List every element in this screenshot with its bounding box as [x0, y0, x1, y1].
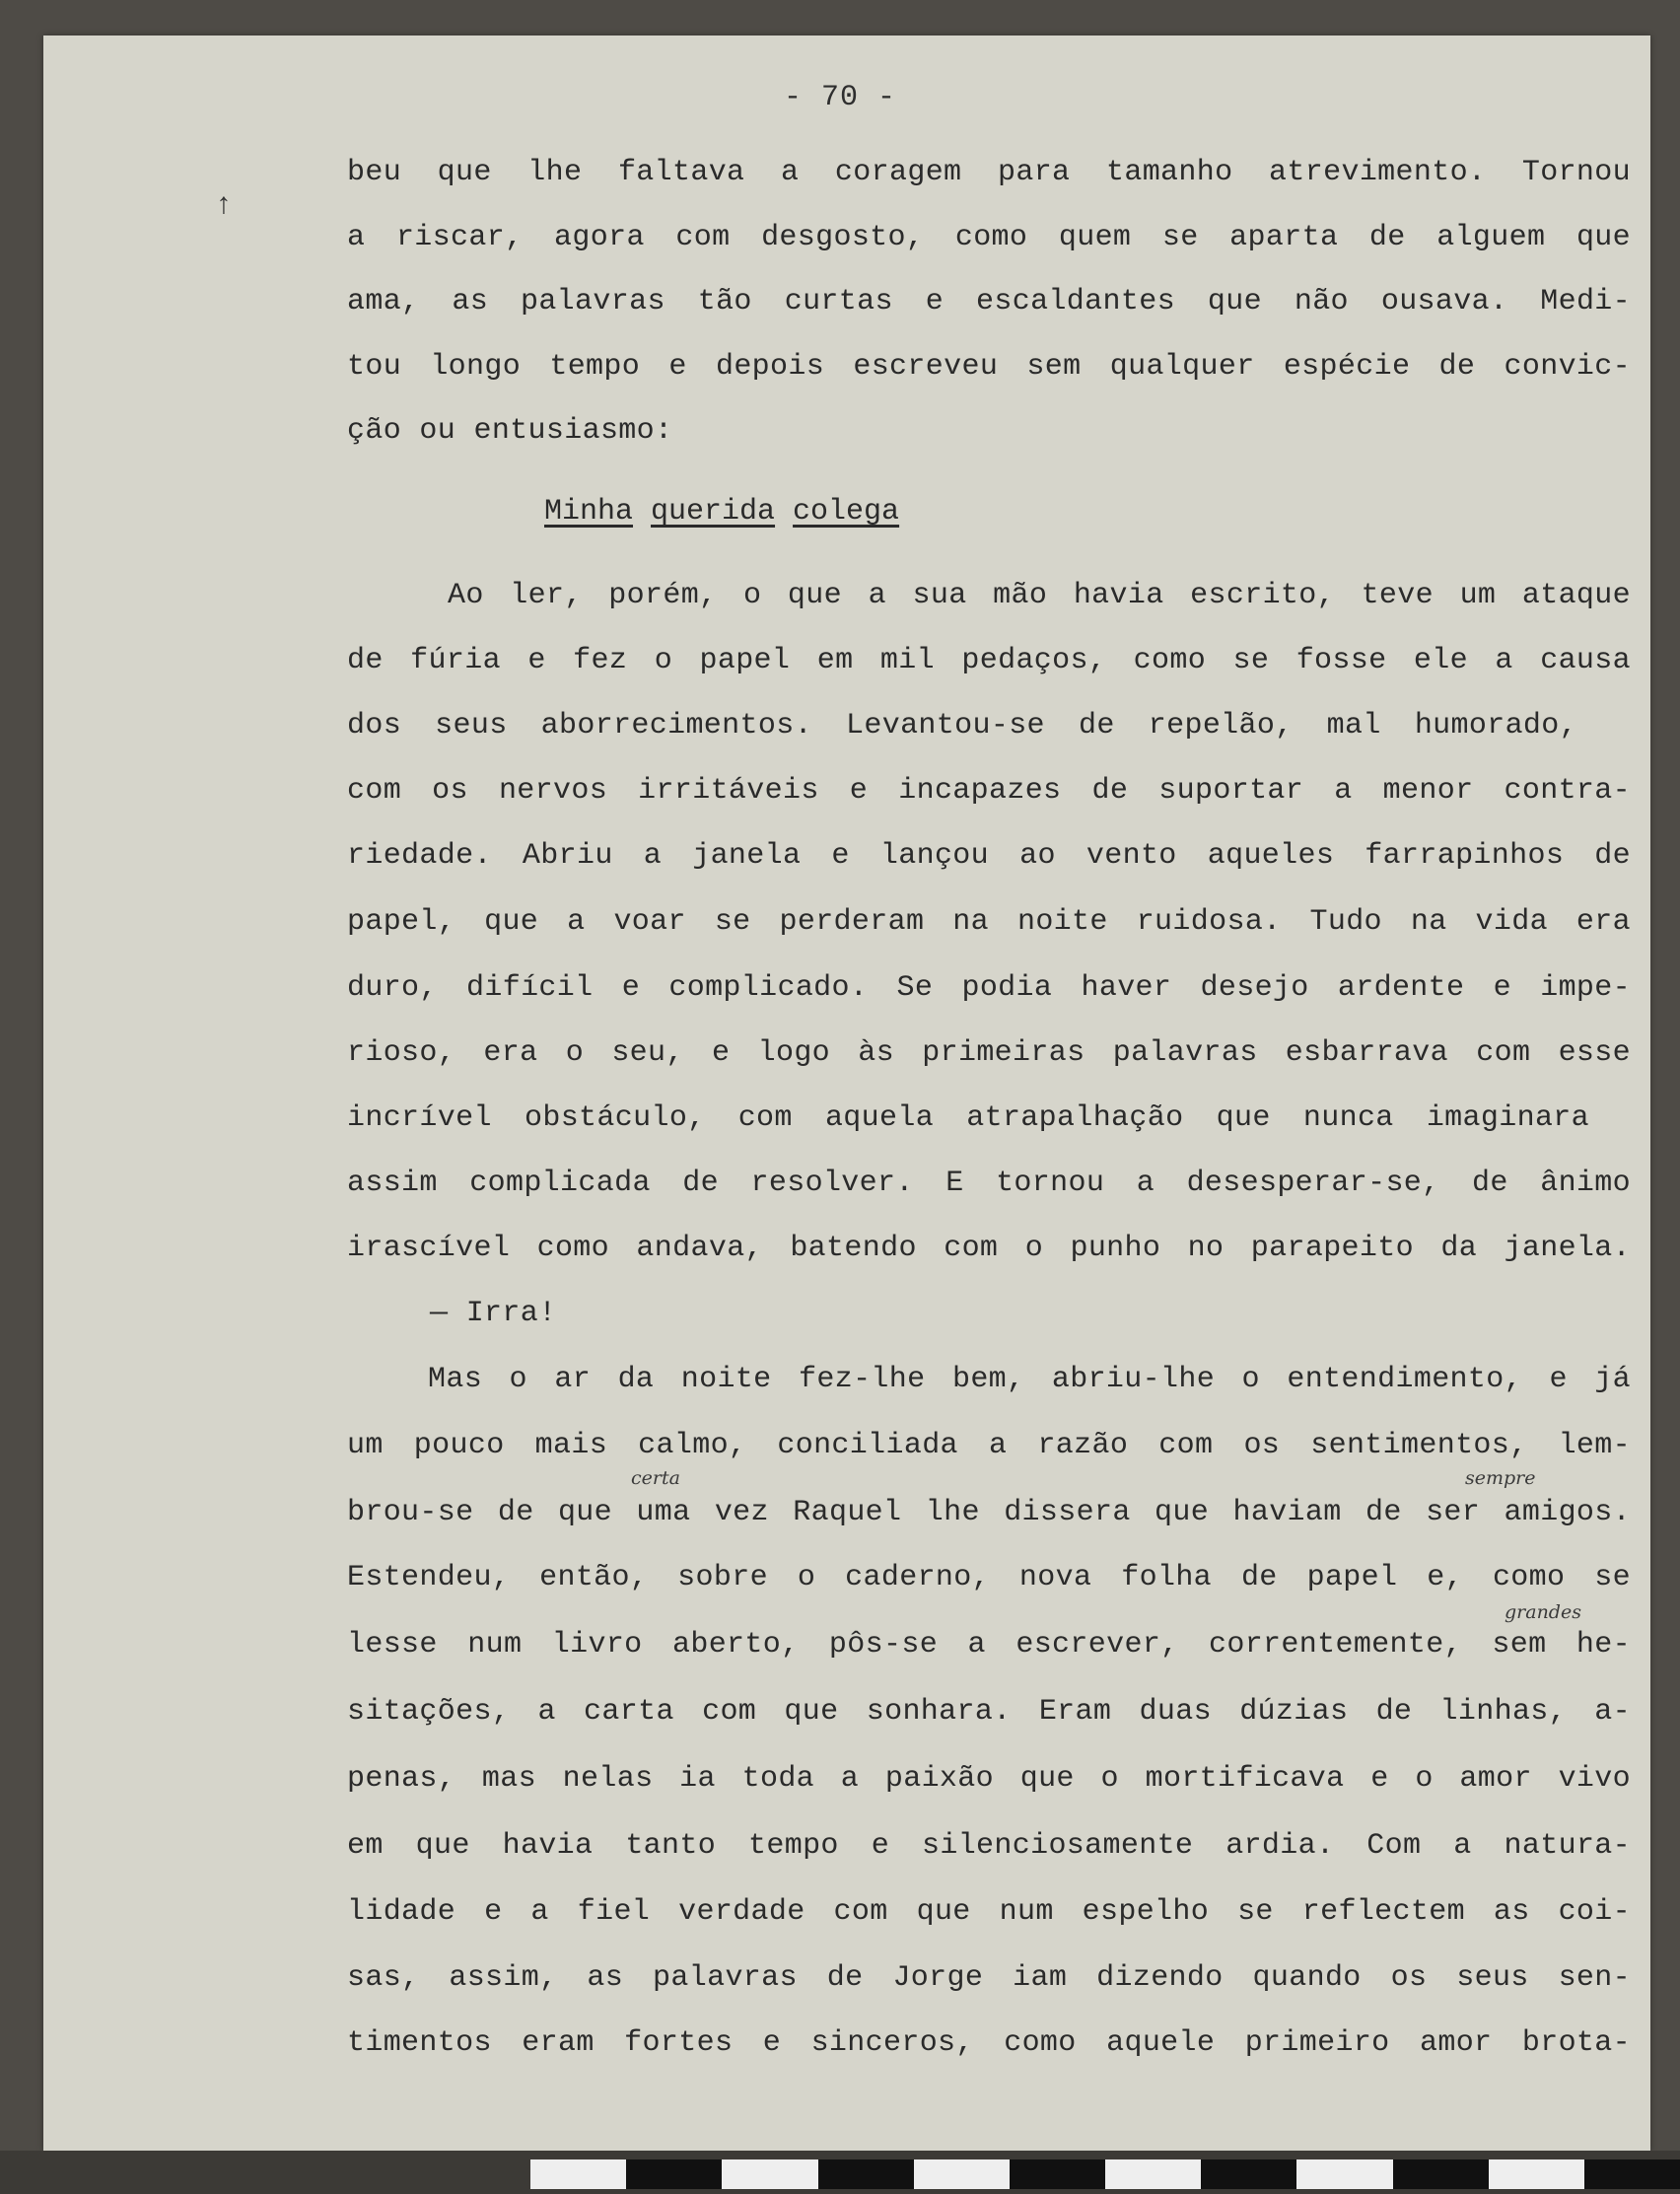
- text-line: a riscar, agora com desgosto, como quem se aparta de alguem que: [347, 221, 1631, 254]
- handwritten-note: grandes: [1505, 1601, 1581, 1623]
- text-line: sitações, a carta com que sonhara. Eram duas dúzias de linhas, a-: [347, 1695, 1631, 1729]
- text-line: lesse num livro aberto, pôs-se a escrever, correntemente, sem he-: [347, 1628, 1631, 1662]
- text-line: tou longo tempo e depois escreveu sem qualquer espécie de convic-: [347, 350, 1631, 384]
- heading-word: Minha: [544, 495, 634, 529]
- heading-word: colega: [793, 495, 900, 529]
- scale-ruler: [530, 2159, 1680, 2189]
- text-line: em que havia tanto tempo e silenciosamente ardia. Com a natura-: [347, 1829, 1631, 1863]
- text-line: lidade e a fiel verdade com que num espelho se reflectem as coi-: [347, 1895, 1631, 1929]
- text-line: irascível como andava, batendo com o punho no parapeito da janela.: [347, 1232, 1631, 1265]
- text-line: Ao ler, porém, o que a sua mão havia escrito, teve um ataque: [448, 579, 1631, 612]
- text-line: rioso, era o seu, e logo às primeiras palavras esbarrava com esse: [347, 1036, 1631, 1070]
- heading-word: querida: [651, 495, 776, 529]
- page-number: - 70 -: [783, 81, 897, 114]
- text-line: assim complicada de resolver. E tornou a desesperar-se, de ânimo: [347, 1167, 1631, 1200]
- text-line: Estendeu, então, sobre o caderno, nova folha de papel e, como se: [347, 1561, 1631, 1594]
- margin-mark: ↑: [215, 189, 234, 223]
- text-line: ção ou entusiasmo:: [347, 414, 673, 448]
- text-line: um pouco mais calmo, conciliada a razão com os sentimentos, lem-: [347, 1429, 1631, 1462]
- text-line: beu que lhe faltava a coragem para tamanho atrevimento. Tornou: [347, 156, 1631, 189]
- handwritten-note: certa: [631, 1467, 680, 1489]
- text-line: sas, assim, as palavras de Jorge iam dizendo quando os seus sen-: [347, 1961, 1631, 1995]
- text-line: timentos eram fortes e sinceros, como aquele primeiro amor brota-: [347, 2026, 1631, 2060]
- text-line: dos seus aborrecimentos. Levantou-se de repelão, mal humorado,: [347, 709, 1577, 743]
- text-line: incrível obstáculo, com aquela atrapalhação que nunca imaginara: [347, 1101, 1589, 1135]
- text-line: brou-se de que uma vez Raquel lhe dissera que haviam de ser amigos.: [347, 1496, 1631, 1529]
- text-line: duro, difícil e complicado. Se podia haver desejo ardente e impe-: [347, 971, 1631, 1005]
- text-line: riedade. Abriu a janela e lançou ao vento aqueles farrapinhos de: [347, 839, 1631, 873]
- text-line: ama, as palavras tão curtas e escaldantes que não ousava. Medi-: [347, 285, 1631, 318]
- text-line: penas, mas nelas ia toda a paixão que o mortificava e o amor vivo: [347, 1762, 1631, 1796]
- text-line: papel, que a voar se perderam na noite ruidosa. Tudo na vida era: [347, 905, 1631, 939]
- handwritten-note: sempre: [1465, 1467, 1536, 1489]
- text-line: Mas o ar da noite fez-lhe bem, abriu-lhe o entendimento, e já: [428, 1363, 1631, 1396]
- text-line: com os nervos irritáveis e incapazes de suportar a menor contra-: [347, 774, 1631, 808]
- text-line: — Irra!: [430, 1297, 557, 1330]
- letter-salutation: [544, 495, 917, 529]
- text-line: de fúria e fez o papel em mil pedaços, como se fosse ele a causa: [347, 644, 1631, 677]
